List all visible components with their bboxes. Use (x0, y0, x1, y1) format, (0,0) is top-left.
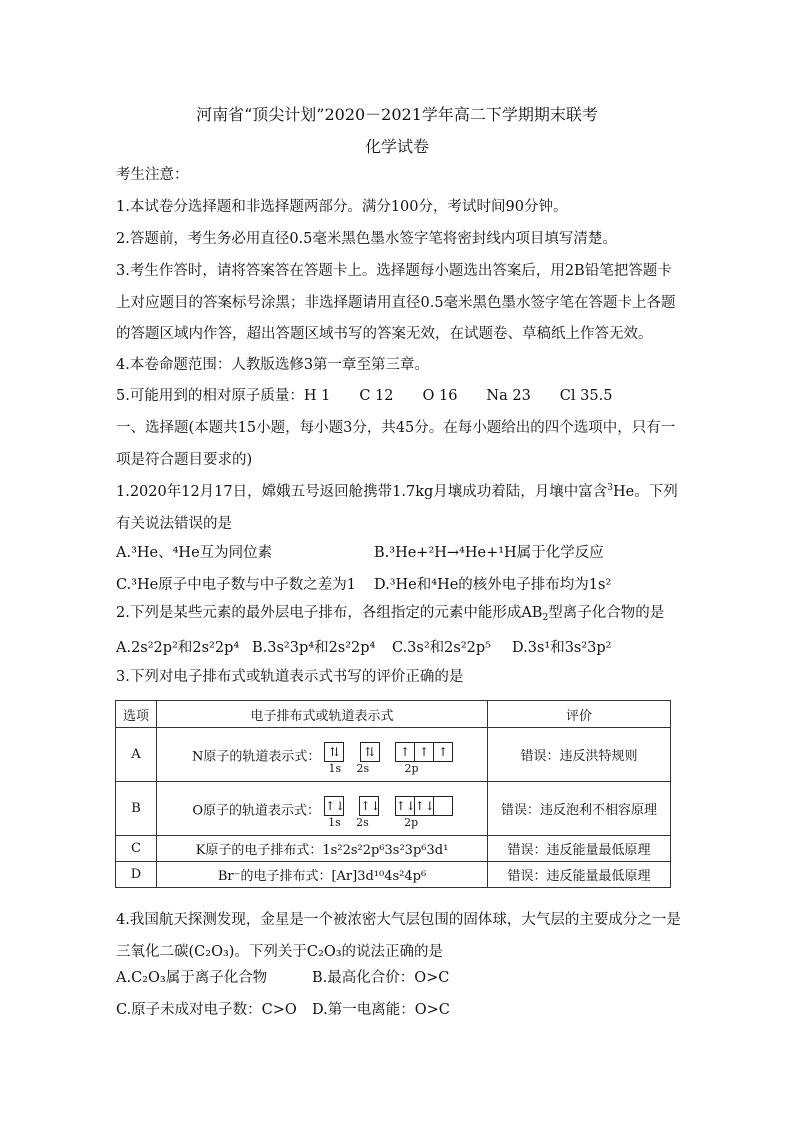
notice-item-2: 2.答题前，考生务必用直径0.5毫米黑色墨水签字笔将密封线内项目填写清楚。 (116, 231, 617, 247)
question-3-stem: 3.下列对电子排布式或轨道表示式书写的评价正确的是 (116, 669, 464, 685)
orbital-label: 1s (328, 815, 341, 829)
section-heading: 一、选择题(本题共15小题，每小题3分，共45分。在每小题给出的四个选项中，只有一项是符合题目要求的) (116, 420, 676, 468)
table-row (116, 782, 671, 836)
q2-option-b: B.3s²3p⁴和2s²2p⁴ (252, 640, 376, 656)
q1-option-c: C.³He原子中电子数与中子数之差为1 (116, 577, 356, 593)
orbital-box: ↑↓ (414, 796, 434, 816)
orbital-box: ↑↓ (324, 796, 344, 816)
table-row (116, 836, 671, 862)
orbital-box: ⇅ (360, 742, 380, 762)
orbital-label: 2p (404, 761, 419, 775)
row-option: C (116, 836, 157, 862)
question-2-options (116, 636, 716, 660)
row-expression: Br⁻的电子排布式：[Ar]3d¹⁰4s²4p⁶ (157, 862, 488, 888)
row-option: D (116, 862, 157, 888)
orbital-label: 2s (356, 815, 369, 829)
row-evaluation: 错误：违反能量最低原理 (488, 862, 671, 888)
orbital-box: ↑ (414, 742, 434, 762)
table-header-row (116, 701, 671, 728)
q1-option-a: A.³He、⁴He互为同位素 (116, 545, 273, 561)
q4-option-c: C.原子未成对电子数：C>O (116, 1002, 297, 1018)
row-evaluation: 错误：违反泡利不相容原理 (488, 782, 671, 836)
row-evaluation: 错误：违反能量最低原理 (488, 836, 671, 862)
q4-option-d: D.第一电离能：O>C (312, 1002, 450, 1018)
exam-title: 河南省“顶尖计划”2020－2021学年高二下学期期末联考 (196, 105, 598, 124)
notice-item-1: 1.本试卷分选择题和非选择题两部分。满分100分，考试时间90分钟。 (116, 199, 568, 215)
q2-option-a: A.2s²2p²和2s²2p⁴ (116, 640, 240, 656)
notice-item-4: 4.本卷命题范围：人教版选修3第一章至第三章。 (116, 357, 430, 373)
notice-heading: 考生注意： (116, 167, 189, 183)
q2-option-c: C.3s²和2s²2p⁵ (392, 640, 491, 656)
row-option: B (116, 782, 157, 836)
notice-item-3: 3.考生作答时，请将答案答在答题卡上。选择题每小题选出答案后，用2B铅笔把答题卡上对应题目的答案标号涂黑；非选择题请用直径0.5毫米黑色墨水签字笔在答题卡上各题的答题区域内作答，超出答题区域书写的答案无效，在试题卷、草稿纸上作答无效。 (116, 263, 676, 342)
orbital-diagram-o (324, 788, 452, 830)
orbital-diagram-n (324, 734, 452, 776)
row-evaluation: 错误：违反洪特规则 (488, 728, 671, 782)
orbital-box: ⇅ (324, 742, 344, 762)
row-desc: N原子的轨道表示式： (191, 749, 321, 764)
question-4-stem: 4.我国航天探测发现，金星是一个被浓密大气层包围的固体球，大气层的主要成分之一是三氧化二碳(C₂O₃)。下列关于C₂O₃的说法正确的是 (116, 912, 681, 960)
evaluation-table (115, 700, 671, 888)
question-4-options-row2 (116, 998, 716, 1022)
q1-option-d: D.³He和⁴He的核外电子排布均为1s² (374, 577, 612, 593)
q2-option-d: D.3s¹和3s²3p² (512, 640, 612, 656)
row-option: A (116, 728, 157, 782)
question-1-options-row2 (116, 573, 716, 597)
orbital-label: 2s (356, 761, 370, 775)
table-row (116, 862, 671, 888)
orbital-label: 1s (328, 761, 342, 775)
question-1-options-row1 (116, 541, 716, 565)
question-1-stem: 1.2020年12月17日，嫦娥五号返回舱携带1.7kg月壤成功着陆，月壤中富含$^3$He。下列有关说法错误的是 (116, 483, 678, 532)
orbital-box: ↑↓ (359, 796, 379, 816)
question-4-options-row1 (116, 966, 716, 990)
row-expression (157, 728, 488, 782)
row-expression: K原子的电子排布式：1s²2s²2p⁶3s²3p⁶3d¹ (157, 836, 488, 862)
header-evaluation: 评价 (488, 701, 671, 728)
q4-option-a: A.C₂O₃属于离子化合物 (116, 970, 268, 986)
q1-option-b: B.³He+²H→⁴He+¹H属于化学反应 (374, 545, 604, 561)
row-expression (157, 782, 488, 836)
row-desc: O原子的轨道表示式： (192, 803, 320, 818)
orbital-box: ↑ (395, 742, 415, 762)
orbital-label: 2p (404, 815, 419, 829)
header-option: 选项 (116, 701, 157, 728)
exam-subject: 化学试卷 (364, 137, 429, 156)
table-row (116, 728, 671, 782)
orbital-box (433, 796, 453, 816)
orbital-box: ↑ (433, 742, 453, 762)
notice-item-5: 5.可能用到的相对原子质量：H 1 C 12 O 16 Na 23 Cl 35.5 (116, 388, 613, 404)
q4-option-b: B.最高化合价：O>C (312, 970, 450, 986)
question-2-stem: 2.下列是某些元素的最外层电子排布，各组指定的元素中能形成$AB_2$型离子化合物的是 (116, 605, 665, 623)
header-expression: 电子排布式或轨道表示式 (157, 701, 488, 728)
orbital-box: ↑↓ (395, 796, 415, 816)
